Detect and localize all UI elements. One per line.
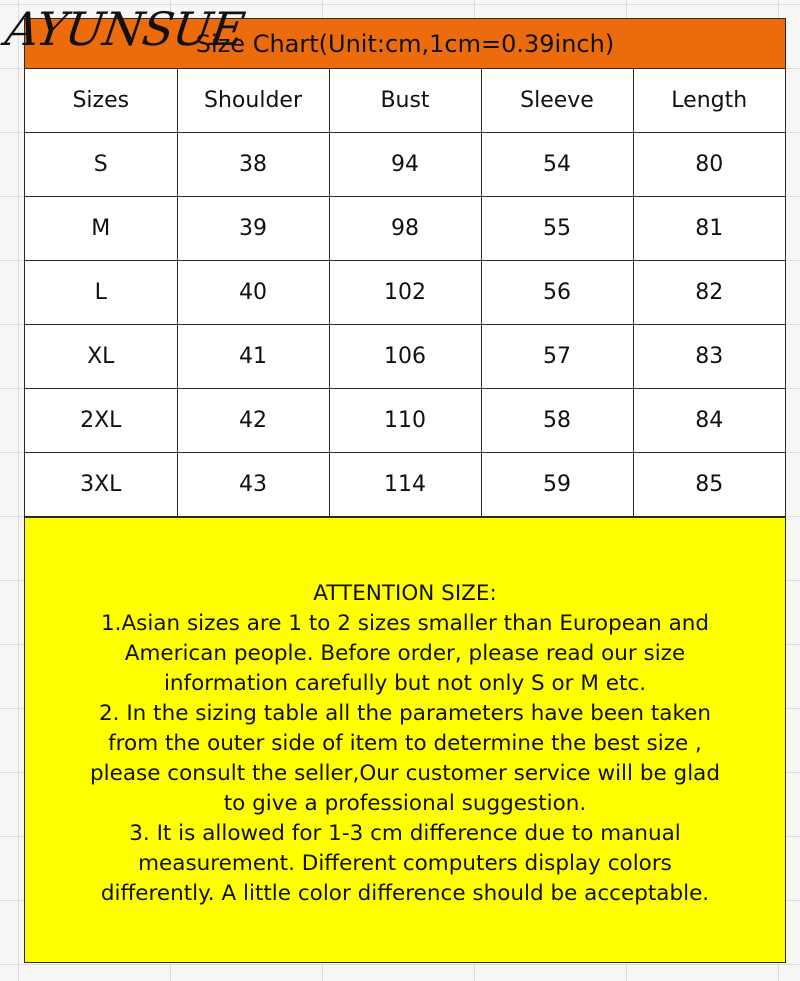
notice-line: American people. Before order, please read our size (124, 641, 686, 666)
table-cell: 84 (633, 389, 785, 453)
notice-text (35, 571, 775, 909)
table-cell: 43 (177, 453, 329, 517)
table-header-row (25, 69, 785, 133)
notice-line: please consult the seller,Our customer service will be glad (90, 761, 720, 786)
table-row (25, 325, 785, 389)
table-cell: 40 (177, 261, 329, 325)
table-row (25, 261, 785, 325)
table-row (25, 389, 785, 453)
table-cell: 56 (481, 261, 633, 325)
header-bust: Bust (329, 69, 481, 133)
table-cell: 106 (329, 325, 481, 389)
table-cell: 2XL (25, 389, 177, 453)
table-cell: 55 (481, 197, 633, 261)
header-shoulder: Shoulder (177, 69, 329, 133)
table-cell: 81 (633, 197, 785, 261)
table-cell: 83 (633, 325, 785, 389)
size-table (25, 69, 785, 517)
table-cell: 110 (329, 389, 481, 453)
notice-line: differently. A little color difference should be acceptable. (100, 881, 710, 906)
brand-logo: AYUNSUE (2, 2, 248, 56)
table-cell: L (25, 261, 177, 325)
chart-title: Size Chart(Unit:cm,1cm=0.39inch) (25, 19, 785, 69)
table-cell: 39 (177, 197, 329, 261)
table-cell: 38 (177, 133, 329, 197)
attention-notice (25, 517, 785, 962)
table-row (25, 197, 785, 261)
table-cell: 59 (481, 453, 633, 517)
notice-line: 2. In the sizing table all the parameters have been taken (98, 701, 711, 726)
notice-line: measurement. Different computers display colors (138, 851, 672, 876)
table-cell: XL (25, 325, 177, 389)
notice-line: 3. It is allowed for 1-3 cm difference due to manual (129, 821, 681, 846)
table-row (25, 453, 785, 517)
table-cell: 82 (633, 261, 785, 325)
table-cell: M (25, 197, 177, 261)
table-cell: 58 (481, 389, 633, 453)
table-cell: 3XL (25, 453, 177, 517)
header-sleeve: Sleeve (481, 69, 633, 133)
header-sizes: Sizes (25, 69, 177, 133)
table-cell: 80 (633, 133, 785, 197)
table-cell: 114 (329, 453, 481, 517)
table-cell: 102 (329, 261, 481, 325)
table-row (25, 133, 785, 197)
notice-line: to give a professional suggestion. (223, 791, 587, 816)
table-cell: S (25, 133, 177, 197)
notice-heading: ATTENTION SIZE: (313, 581, 497, 606)
table-cell: 41 (177, 325, 329, 389)
table-cell: 42 (177, 389, 329, 453)
notice-line: 1.Asian sizes are 1 to 2 sizes smaller than European and (100, 611, 710, 636)
header-length: Length (633, 69, 785, 133)
table-cell: 98 (329, 197, 481, 261)
table-cell: 94 (329, 133, 481, 197)
table-cell: 85 (633, 453, 785, 517)
table-cell: 57 (481, 325, 633, 389)
notice-line: from the outer side of item to determine the best size , (108, 731, 702, 756)
table-cell: 54 (481, 133, 633, 197)
notice-line: information carefully but not only S or M etc. (163, 671, 647, 696)
size-chart (24, 18, 786, 963)
